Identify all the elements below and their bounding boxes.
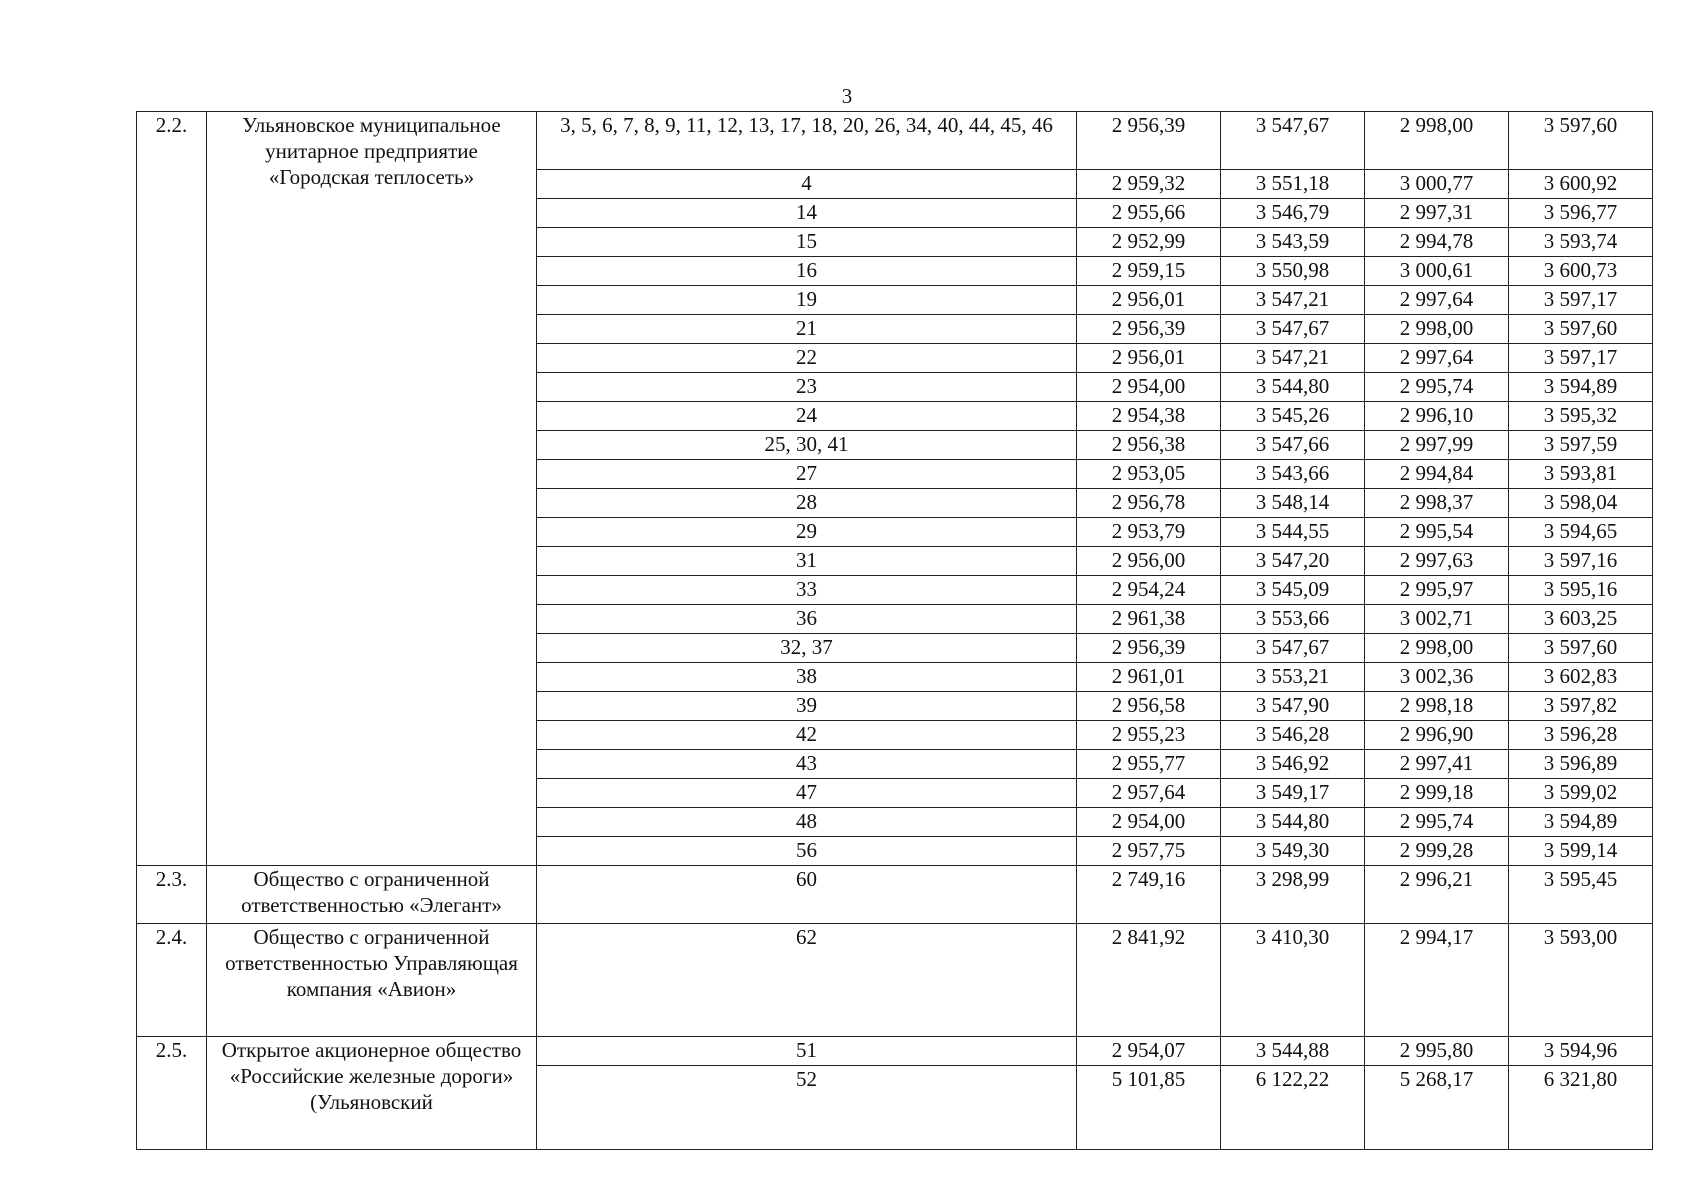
value-cell: 2 996,21	[1365, 866, 1509, 924]
system-numbers: 47	[537, 779, 1077, 808]
value-cell: 3 547,67	[1221, 634, 1365, 663]
organization-name: Общество с ограниченной ответственностью Управляющая компания «Авион»	[207, 924, 537, 1037]
value-cell: 3 600,92	[1509, 170, 1653, 199]
value-cell: 2 961,38	[1077, 605, 1221, 634]
value-cell: 2 959,32	[1077, 170, 1221, 199]
value-cell: 3 595,32	[1509, 402, 1653, 431]
value-cell: 2 956,39	[1077, 634, 1221, 663]
system-numbers: 62	[537, 924, 1077, 1037]
value-cell: 3 000,61	[1365, 257, 1509, 286]
table-row	[137, 924, 1653, 1037]
value-cell: 2 997,41	[1365, 750, 1509, 779]
system-numbers: 42	[537, 721, 1077, 750]
system-numbers: 15	[537, 228, 1077, 257]
value-cell: 3 597,17	[1509, 286, 1653, 315]
value-cell: 2 997,99	[1365, 431, 1509, 460]
section-number: 2.5.	[137, 1037, 207, 1150]
organization-name: Общество с ограниченной ответственностью «Элегант»	[207, 866, 537, 924]
value-cell: 3 593,74	[1509, 228, 1653, 257]
value-cell: 3 595,16	[1509, 576, 1653, 605]
value-cell: 2 954,07	[1077, 1037, 1221, 1066]
system-numbers: 32, 37	[537, 634, 1077, 663]
value-cell: 2 956,38	[1077, 431, 1221, 460]
value-cell: 2 998,18	[1365, 692, 1509, 721]
value-cell: 6 321,80	[1509, 1066, 1653, 1150]
system-numbers: 38	[537, 663, 1077, 692]
value-cell: 3 602,83	[1509, 663, 1653, 692]
value-cell: 2 995,74	[1365, 373, 1509, 402]
system-numbers: 28	[537, 489, 1077, 518]
value-cell: 2 995,74	[1365, 808, 1509, 837]
value-cell: 3 410,30	[1221, 924, 1365, 1037]
value-cell: 2 956,78	[1077, 489, 1221, 518]
value-cell: 3 598,04	[1509, 489, 1653, 518]
value-cell: 3 603,25	[1509, 605, 1653, 634]
value-cell: 2 955,66	[1077, 199, 1221, 228]
value-cell: 3 596,28	[1509, 721, 1653, 750]
value-cell: 3 544,80	[1221, 373, 1365, 402]
value-cell: 2 749,16	[1077, 866, 1221, 924]
tariff-table-body	[137, 112, 1653, 1150]
value-cell: 3 544,55	[1221, 518, 1365, 547]
value-cell: 2 997,31	[1365, 199, 1509, 228]
value-cell: 3 547,21	[1221, 286, 1365, 315]
value-cell: 3 547,67	[1221, 112, 1365, 170]
system-numbers: 31	[537, 547, 1077, 576]
system-numbers: 36	[537, 605, 1077, 634]
value-cell: 2 955,23	[1077, 721, 1221, 750]
system-numbers: 14	[537, 199, 1077, 228]
system-numbers: 27	[537, 460, 1077, 489]
value-cell: 2 995,80	[1365, 1037, 1509, 1066]
value-cell: 3 599,14	[1509, 837, 1653, 866]
value-cell: 2 954,38	[1077, 402, 1221, 431]
system-numbers: 51	[537, 1037, 1077, 1066]
table-row	[137, 866, 1653, 924]
value-cell: 3 597,82	[1509, 692, 1653, 721]
value-cell: 3 548,14	[1221, 489, 1365, 518]
value-cell: 6 122,22	[1221, 1066, 1365, 1150]
value-cell: 3 597,59	[1509, 431, 1653, 460]
system-numbers: 21	[537, 315, 1077, 344]
value-cell: 3 546,79	[1221, 199, 1365, 228]
value-cell: 3 594,65	[1509, 518, 1653, 547]
system-numbers: 60	[537, 866, 1077, 924]
value-cell: 2 956,00	[1077, 547, 1221, 576]
value-cell: 3 546,28	[1221, 721, 1365, 750]
value-cell: 2 998,00	[1365, 112, 1509, 170]
value-cell: 3 002,36	[1365, 663, 1509, 692]
value-cell: 2 955,77	[1077, 750, 1221, 779]
value-cell: 2 952,99	[1077, 228, 1221, 257]
system-numbers: 39	[537, 692, 1077, 721]
value-cell: 2 956,01	[1077, 344, 1221, 373]
value-cell: 2 961,01	[1077, 663, 1221, 692]
system-numbers: 56	[537, 837, 1077, 866]
table-row	[137, 112, 1653, 170]
value-cell: 2 956,58	[1077, 692, 1221, 721]
value-cell: 2 996,10	[1365, 402, 1509, 431]
value-cell: 3 547,90	[1221, 692, 1365, 721]
value-cell: 3 547,67	[1221, 315, 1365, 344]
section-number: 2.3.	[137, 866, 207, 924]
value-cell: 2 995,97	[1365, 576, 1509, 605]
page-number: 3	[841, 84, 853, 108]
value-cell: 3 597,16	[1509, 547, 1653, 576]
value-cell: 5 268,17	[1365, 1066, 1509, 1150]
system-numbers: 19	[537, 286, 1077, 315]
system-numbers: 3, 5, 6, 7, 8, 9, 11, 12, 13, 17, 18, 20, 26, 34, 40, 44, 45, 46	[537, 112, 1077, 170]
system-numbers: 4	[537, 170, 1077, 199]
organization-name: Открытое акционерное общество «Российские железные дороги» (Ульяновский	[207, 1037, 537, 1150]
system-numbers: 16	[537, 257, 1077, 286]
value-cell: 2 994,17	[1365, 924, 1509, 1037]
system-numbers: 33	[537, 576, 1077, 605]
value-cell: 2 997,64	[1365, 286, 1509, 315]
value-cell: 3 549,30	[1221, 837, 1365, 866]
value-cell: 2 956,39	[1077, 112, 1221, 170]
value-cell: 3 547,66	[1221, 431, 1365, 460]
value-cell: 3 553,66	[1221, 605, 1365, 634]
value-cell: 2 841,92	[1077, 924, 1221, 1037]
value-cell: 3 550,98	[1221, 257, 1365, 286]
value-cell: 2 994,84	[1365, 460, 1509, 489]
value-cell: 2 995,54	[1365, 518, 1509, 547]
value-cell: 2 956,39	[1077, 315, 1221, 344]
value-cell: 3 596,77	[1509, 199, 1653, 228]
value-cell: 3 599,02	[1509, 779, 1653, 808]
value-cell: 2 997,64	[1365, 344, 1509, 373]
value-cell: 3 545,09	[1221, 576, 1365, 605]
value-cell: 2 999,18	[1365, 779, 1509, 808]
value-cell: 2 954,00	[1077, 373, 1221, 402]
value-cell: 3 596,89	[1509, 750, 1653, 779]
value-cell: 3 544,80	[1221, 808, 1365, 837]
value-cell: 3 546,92	[1221, 750, 1365, 779]
value-cell: 2 998,00	[1365, 315, 1509, 344]
system-numbers: 43	[537, 750, 1077, 779]
value-cell: 2 997,63	[1365, 547, 1509, 576]
system-numbers: 25, 30, 41	[537, 431, 1077, 460]
value-cell: 3 597,60	[1509, 112, 1653, 170]
value-cell: 3 543,66	[1221, 460, 1365, 489]
value-cell: 2 956,01	[1077, 286, 1221, 315]
value-cell: 3 298,99	[1221, 866, 1365, 924]
value-cell: 2 998,37	[1365, 489, 1509, 518]
value-cell: 2 953,05	[1077, 460, 1221, 489]
value-cell: 3 593,00	[1509, 924, 1653, 1037]
value-cell: 2 954,00	[1077, 808, 1221, 837]
value-cell: 2 998,00	[1365, 634, 1509, 663]
value-cell: 3 595,45	[1509, 866, 1653, 924]
value-cell: 3 594,89	[1509, 373, 1653, 402]
system-numbers: 22	[537, 344, 1077, 373]
value-cell: 3 593,81	[1509, 460, 1653, 489]
value-cell: 2 999,28	[1365, 837, 1509, 866]
value-cell: 3 544,88	[1221, 1037, 1365, 1066]
value-cell: 2 953,79	[1077, 518, 1221, 547]
value-cell: 2 994,78	[1365, 228, 1509, 257]
system-numbers: 48	[537, 808, 1077, 837]
system-numbers: 23	[537, 373, 1077, 402]
value-cell: 3 551,18	[1221, 170, 1365, 199]
section-number: 2.2.	[137, 112, 207, 866]
value-cell: 3 549,17	[1221, 779, 1365, 808]
value-cell: 3 547,20	[1221, 547, 1365, 576]
value-cell: 3 545,26	[1221, 402, 1365, 431]
value-cell: 3 597,60	[1509, 634, 1653, 663]
value-cell: 3 594,89	[1509, 808, 1653, 837]
organization-name: Ульяновское муниципальное унитарное предприятие «Городская теплосеть»	[207, 112, 537, 866]
value-cell: 2 957,75	[1077, 837, 1221, 866]
tariff-table	[136, 111, 1653, 1150]
section-number: 2.4.	[137, 924, 207, 1037]
system-numbers: 29	[537, 518, 1077, 547]
value-cell: 3 543,59	[1221, 228, 1365, 257]
table-row	[137, 1037, 1653, 1066]
value-cell: 3 002,71	[1365, 605, 1509, 634]
value-cell: 3 553,21	[1221, 663, 1365, 692]
value-cell: 2 959,15	[1077, 257, 1221, 286]
value-cell: 3 597,60	[1509, 315, 1653, 344]
value-cell: 3 594,96	[1509, 1037, 1653, 1066]
value-cell: 2 954,24	[1077, 576, 1221, 605]
value-cell: 2 996,90	[1365, 721, 1509, 750]
system-numbers: 52	[537, 1066, 1077, 1150]
value-cell: 3 600,73	[1509, 257, 1653, 286]
value-cell: 5 101,85	[1077, 1066, 1221, 1150]
system-numbers: 24	[537, 402, 1077, 431]
value-cell: 3 597,17	[1509, 344, 1653, 373]
value-cell: 3 547,21	[1221, 344, 1365, 373]
value-cell: 2 957,64	[1077, 779, 1221, 808]
value-cell: 3 000,77	[1365, 170, 1509, 199]
